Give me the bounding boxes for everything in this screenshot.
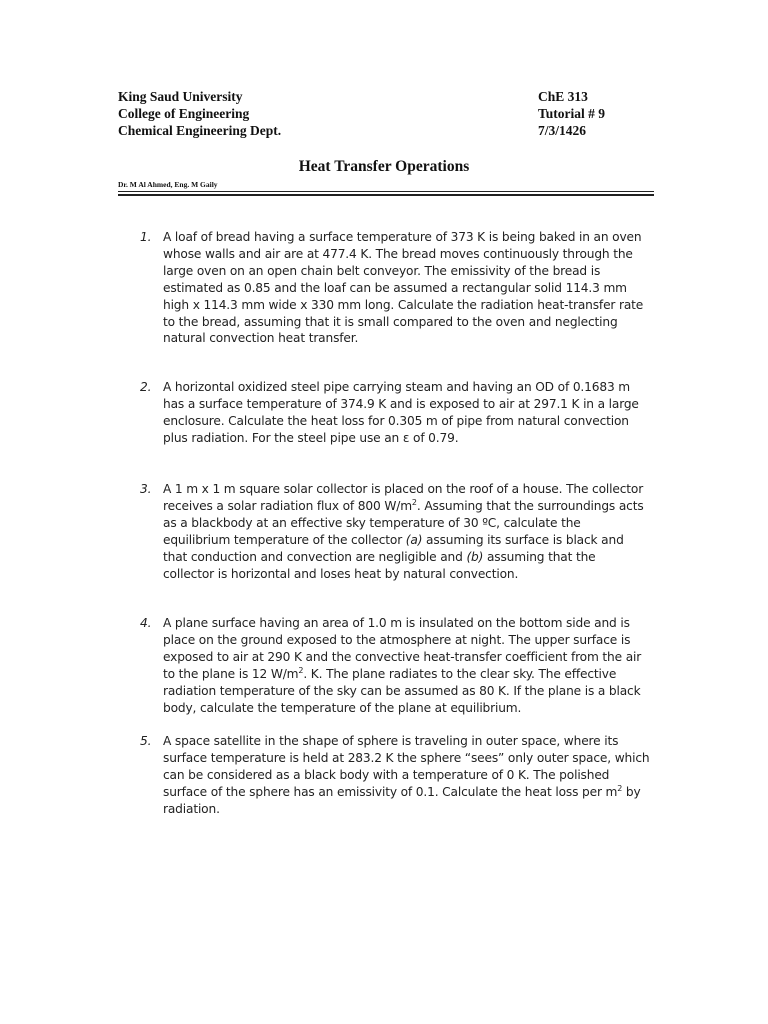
problem-number: 5.	[140, 734, 152, 748]
problem-text: A horizontal oxidized steel pipe carrying steam and having an OD of 0.1683 m has a surface temperature of 374.9 K and is exposed to air at 297.1 K in a large enclosure. Calculate the heat loss for 0.305 m of pipe from natural convection plus radiation. For the steel pipe use an ε of 0.79.	[163, 380, 639, 445]
tutorial-number: Tutorial # 9	[538, 106, 606, 121]
problem-text: A 1 m x 1 m square solar collector is placed on the roof of a house. The collector receives a solar radiation flux of 800 $W/m^2$. Assuming that the surroundings acts as a blackbody at an effective sky temperature of 30 ºC, calculate the equilibrium temperature of the collector (a) assuming its surface is black and that conduction and convection are negligible and (b) assuming that the collector is horizontal and loses heat by natural convection.	[163, 482, 644, 581]
problem-number: 2.	[140, 380, 152, 394]
problem-1	[140, 229, 650, 347]
document-header	[118, 88, 658, 139]
header-rule-thick	[118, 194, 654, 196]
problem-text: A plane surface having an area of 1.0 m is insulated on the bottom side and is place on the ground exposed to the atmosphere at night. The upper surface is exposed to air at 290 K and the convective heat-transfer coefficient from the air to the plane is 12 $W/m^2$. K. The plane radiates to the clear sky. The effective radiation temperature of the sky can be assumed as 80 K. If the plane is a black body, calculate the temperature of the plane at equilibrium.	[163, 616, 642, 715]
document-title: Heat Transfer Operations	[298, 158, 470, 175]
problem-4	[140, 615, 650, 716]
problem-2	[140, 379, 650, 447]
header-row-3	[118, 122, 658, 139]
problem-number: 4.	[140, 616, 152, 630]
authors-line: Dr. M Al Ahmed, Eng. M Gaily	[118, 180, 218, 189]
problem-number: 3.	[140, 482, 152, 496]
department-name: Chemical Engineering Dept.	[118, 123, 282, 138]
problem-3	[140, 481, 650, 582]
college-name: College of Engineering	[118, 106, 250, 121]
problem-text: A space satellite in the shape of sphere is traveling in outer space, where its surface temperature is held at 283.2 K the sphere “sees” only outer space, which can be considered as a black body with a temperature of 0 K. The polished surface of the sphere has an emissivity of 0.1. Calculate the heat loss per $m^2$ by radiation.	[163, 734, 650, 816]
university-name: King Saud University	[118, 89, 243, 104]
document-date: 7/3/1426	[538, 123, 587, 138]
header-row-1	[118, 88, 658, 105]
header-rule-thin	[118, 191, 654, 192]
problem-5	[140, 733, 650, 818]
problem-text: A loaf of bread having a surface temperature of 373 K is being baked in an oven whose walls and air are at 477.4 K. The bread moves continuously through the large oven on an open chain belt conveyor. The emissivity of the bread is estimated as 0.85 and the loaf can be assumed a rectangular solid 114.3 mm high x 114.3 mm wide x 330 mm long. Calculate the radiation heat-transfer rate to the bread, assuming that it is small compared to the oven and neglecting natural convection heat transfer.	[163, 230, 644, 346]
course-code: ChE 313	[538, 89, 588, 104]
problem-number: 1.	[140, 230, 152, 244]
header-row-2	[118, 105, 658, 122]
